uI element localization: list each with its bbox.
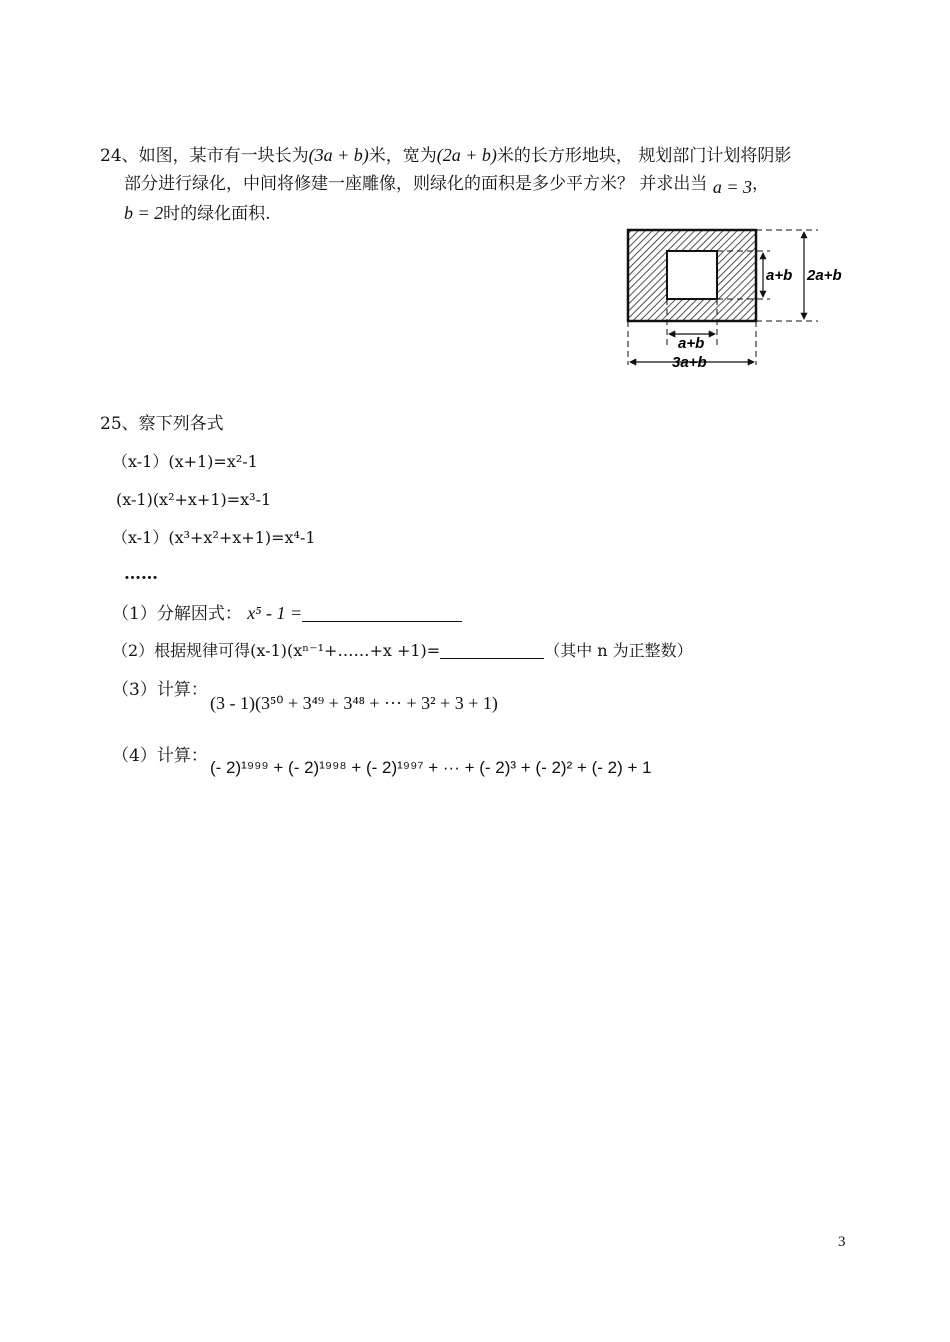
q24-line1	[100, 143, 791, 168]
part1-expr: x⁵ - 1 =	[247, 603, 303, 623]
q25-part3-label: （3）计算：	[112, 680, 208, 700]
q25-part4-label: （4）计算：	[112, 746, 208, 766]
q25-part3-expr: (3 - 1)(3⁵⁰ + 3⁴⁹ + 3⁴⁸ + ··· + 3² + 3 + 1)	[210, 693, 498, 713]
label-outer-height: 2a+b	[807, 267, 842, 284]
q24-figure	[620, 220, 860, 370]
q24-text-c: 米的长方形地块， 规划部门计划将阴影	[496, 146, 792, 166]
label-outer-width: 3a+b	[672, 354, 707, 370]
label-inner-height: a+b	[766, 267, 793, 284]
q24-cond-a: a = 3	[712, 177, 752, 197]
q25-title: 25、察下列各式	[100, 414, 224, 434]
q25-eq2: (x-1)(x²+x+1)=x³-1	[116, 490, 272, 509]
q24-text-b: 米，宽为	[368, 146, 437, 166]
part2-tail: （其中 n 为正整数）	[544, 641, 693, 660]
q24-length-expr: (3a + b)	[308, 145, 369, 165]
part2-label: （2）根据规律可得(x-1)(xⁿ⁻¹+……+x +1)=	[112, 641, 441, 660]
q25-eq1: （x-1）(x+1)=x²-1	[112, 452, 258, 471]
q24-text-line2: 部分进行绿化，中间将修建一座雕像，则绿化的面积是多少平方米？ 并求出当	[124, 174, 708, 194]
q25-dots: ……	[124, 564, 158, 584]
q24-text-a: 24、如图，某市有一块长为	[100, 146, 309, 166]
part1-label: （1）分解因式：	[112, 604, 242, 624]
q24-comma: ，	[751, 174, 769, 194]
q25-part4-expr: (- 2)¹⁹⁹⁹ + (- 2)¹⁹⁹⁸ + (- 2)¹⁹⁹⁷ + ··· + (- 2)³ + (- 2)² + (- 2) + 1	[210, 758, 652, 777]
q25-eq3: （x-1）(x³+x²+x+1)=x⁴-1	[112, 528, 316, 547]
q24-text-line3: 时的绿化面积.	[163, 204, 271, 224]
page-number: 3	[838, 1234, 846, 1250]
q25-part2	[112, 639, 693, 663]
label-inner-width: a+b	[678, 335, 705, 352]
statue-square	[667, 251, 717, 299]
q24-cond-b: b = 2	[124, 203, 164, 223]
q24-width-expr: (2a + b)	[436, 145, 497, 165]
q24-line3	[124, 201, 271, 226]
q25-part1	[112, 601, 462, 626]
q24-line2	[124, 172, 769, 199]
part1-answer-blank[interactable]	[302, 603, 462, 622]
part2-answer-blank[interactable]	[440, 640, 544, 659]
